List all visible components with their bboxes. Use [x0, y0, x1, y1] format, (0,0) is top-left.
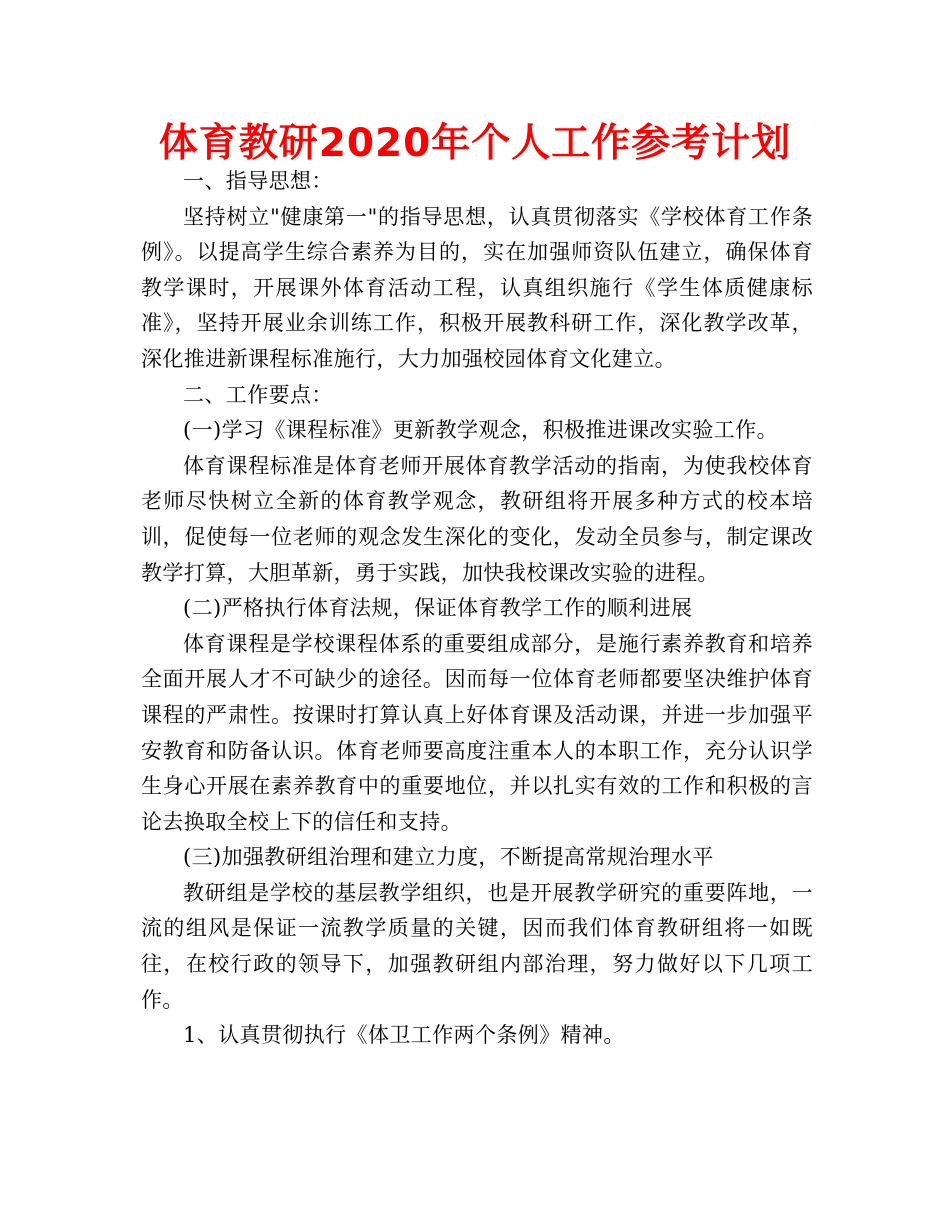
heading-work-points: 二、工作要点： — [183, 382, 333, 407]
document-title: 体育教研2020年个人工作参考计划 — [158, 121, 792, 166]
subheading-point-2: (二)严格执行体育法规，保证体育教学工作的顺利进展 — [183, 596, 693, 621]
paragraph-point-3: 教研组是学校的基层教学组织，也是开展教学研究的重要阵地，一流的组风是保证一流教学质量的关键，因而我们体育教研组将一如既往，在校行政的领导下，加强教研组内部治理，努力做好以下几项工作。 — [141, 880, 813, 1012]
paragraph-point-2: 体育课程是学校课程体系的重要组成部分，是施行素养教育和培养全面开展人才不可缺少的途径。因而每一位体育老师都要坚决维护体育课程的严肃性。按课时打算认真上好体育课及活动课，并进一步加强平安教育和防备认识。体育老师要高度注重本人的本职工作，充分认识学生身心开展在素养教育中的重要地位，并以扎实有效的工作和积极的言论去换取全校上下的信任和支持。 — [141, 631, 813, 834]
paragraph-point-1: 体育课程标准是体育老师开展体育教学活动的指南，为使我校体育老师尽快树立全新的体育教学观念，教研组将开展多种方式的校本培训，促使每一位老师的观念发生深化的变化，发动全员参与，制定课改教学打算，大胆革新，勇于实践，加快我校课改实验的进程。 — [141, 453, 813, 585]
list-item-1: 1、认真贯彻执行《体卫工作两个条例》精神。 — [183, 1023, 625, 1048]
paragraph-guiding-ideology: 坚持树立"健康第一"的指导思想，认真贯彻落实《学校体育工作条例》。以提高学生综合素养为目的，实在加强师资队伍建立，确保体育教学课时，开展课外体育活动工程，认真组织施行《学生体质健康标准》，坚持开展业余训练工作，积极开展教科研工作，深化教学改革，深化推进新课程标准施行，大力加强校园体育文化建立。 — [141, 204, 813, 371]
document-body — [141, 164, 813, 1054]
subheading-point-1: (一)学习《课程标准》更新教学观念，积极推进课改实验工作。 — [183, 418, 778, 443]
subheading-point-3: (三)加强教研组治理和建立力度，不断提高常规治理水平 — [183, 845, 714, 870]
heading-guiding-ideology: 一、指导思想： — [183, 169, 333, 193]
